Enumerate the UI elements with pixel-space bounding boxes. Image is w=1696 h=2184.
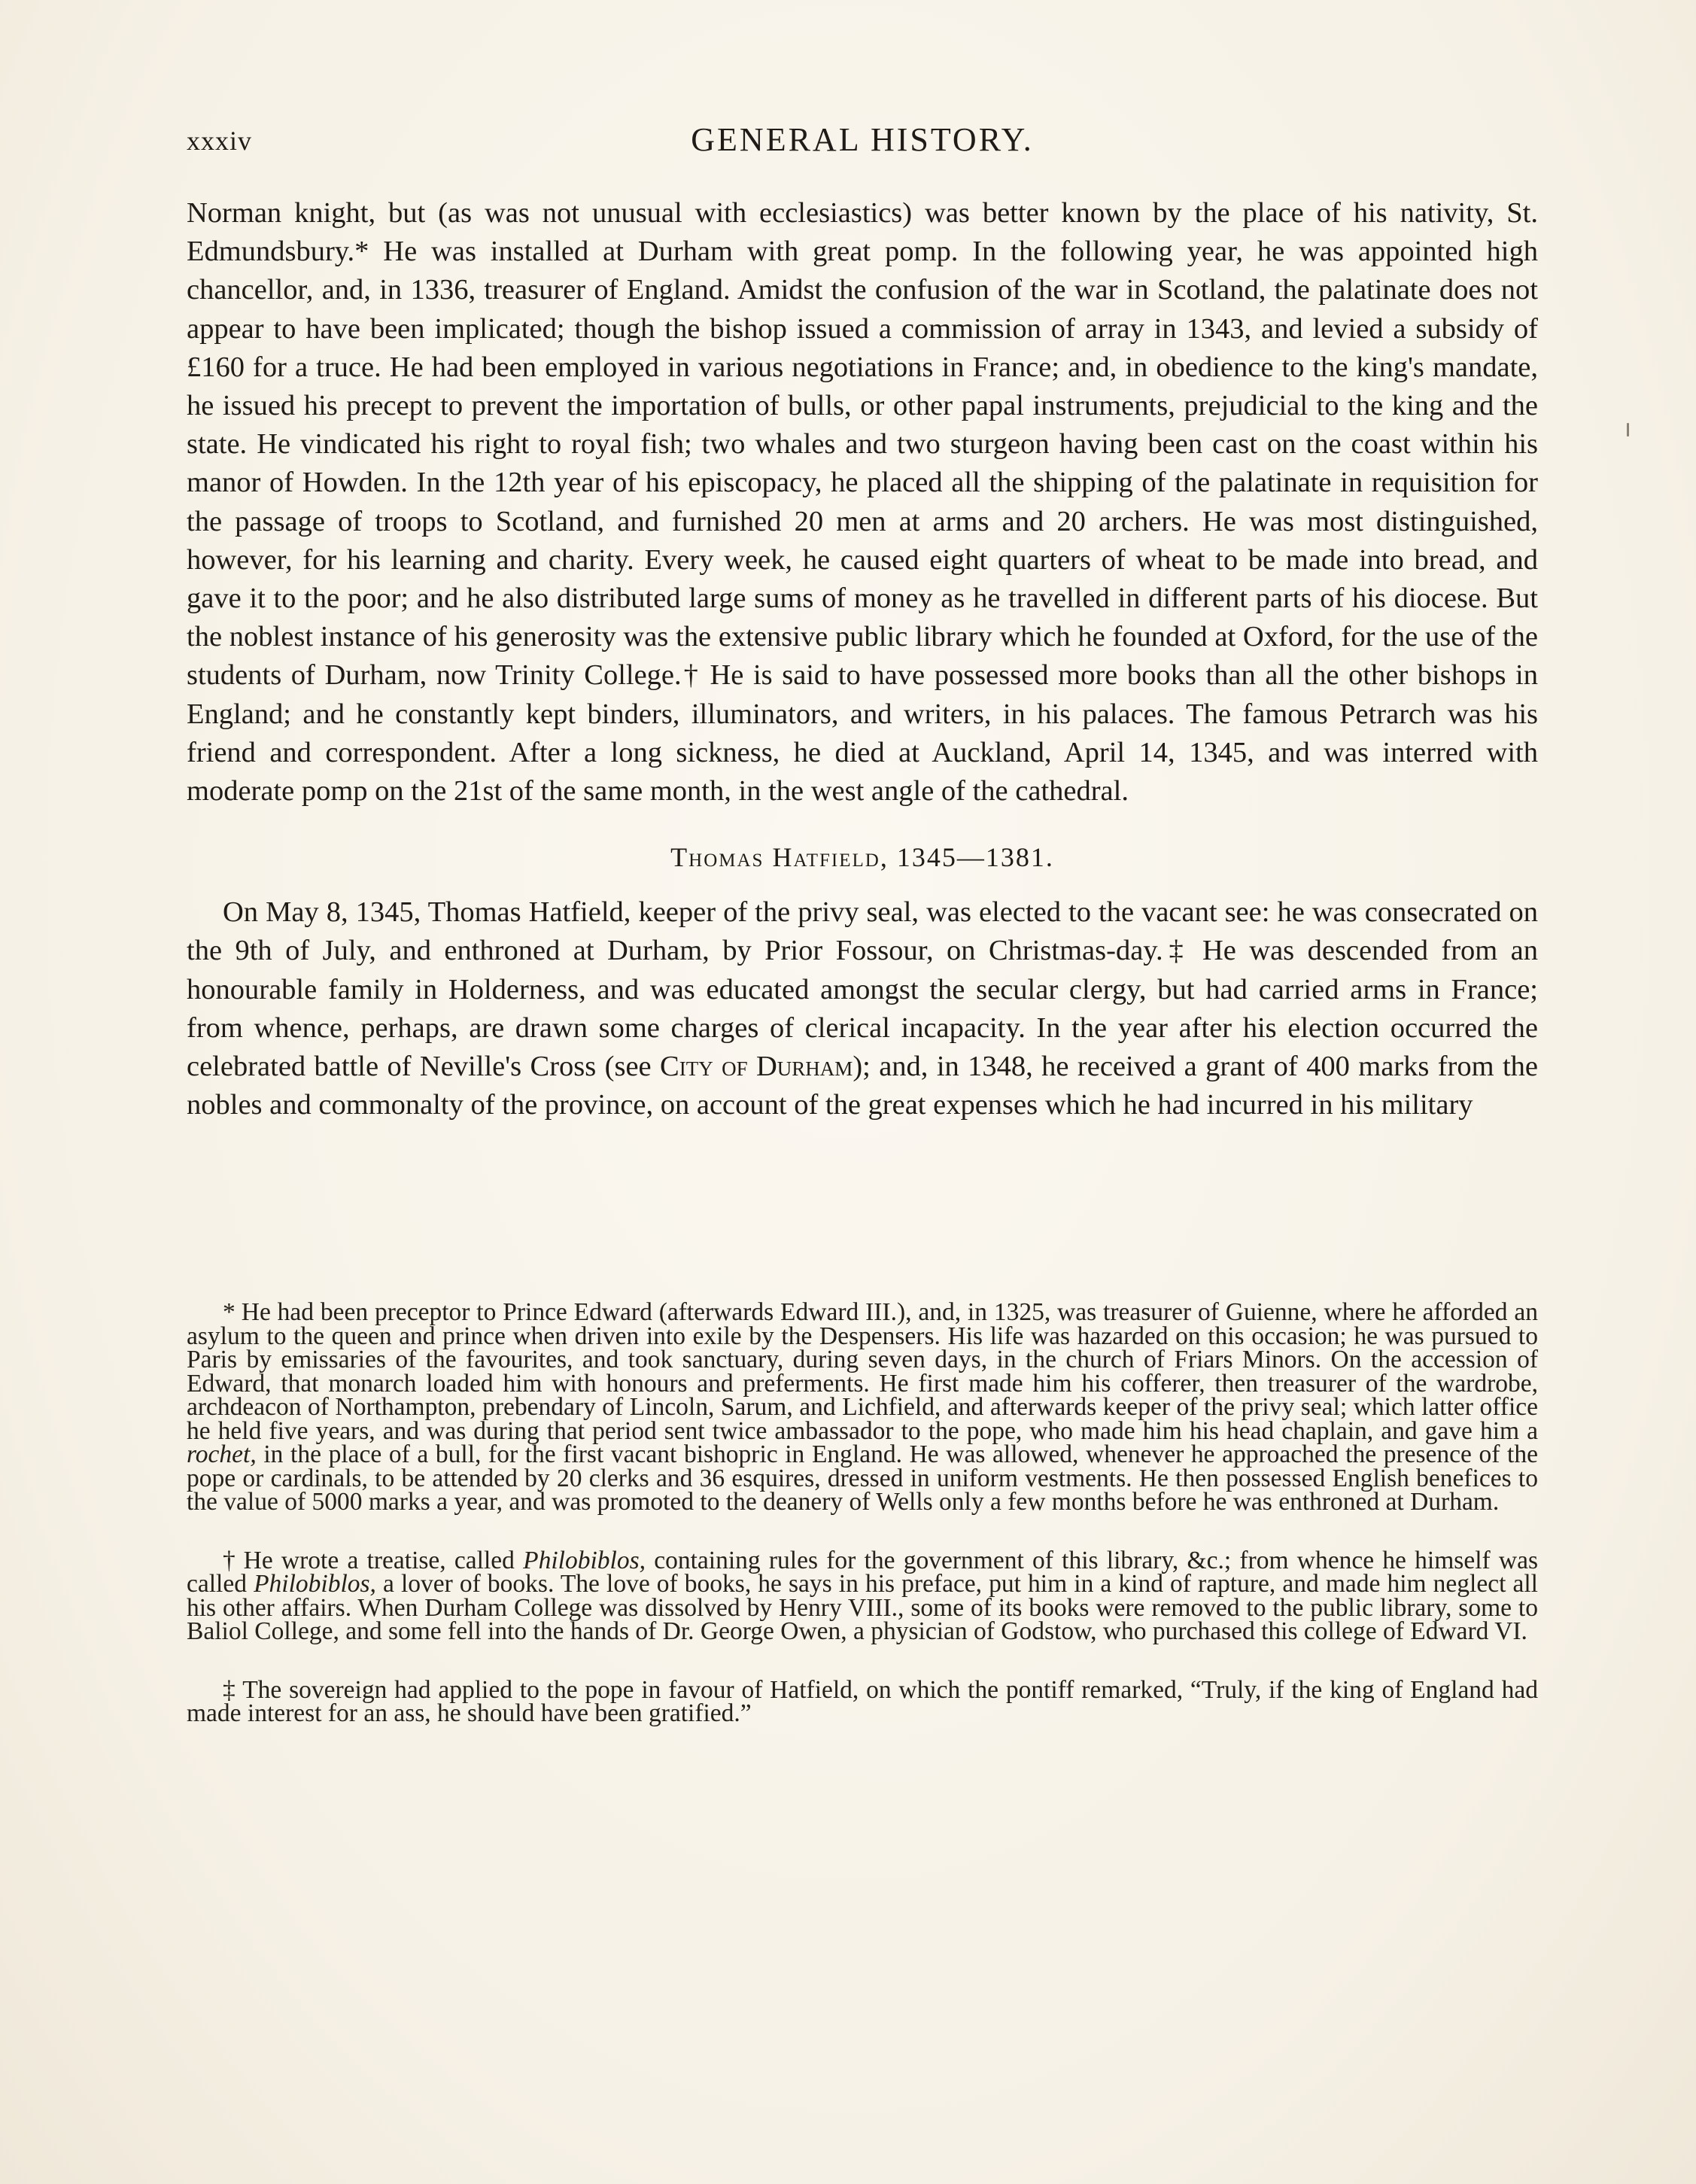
footnote-dagger	[187, 1546, 1538, 1645]
footnote-asterisk-italic: rochet,	[187, 1440, 257, 1468]
footnote-dagger-italic2: Philobiblos,	[254, 1570, 376, 1598]
footnote-asterisk	[187, 1300, 1538, 1514]
footnote-dagger-part1: He wrote a treatise, called	[243, 1546, 524, 1574]
footnote-dagger-part3: a lover of books. The love of books, he says in his preface, put him in a kind of rapture, and made him neglect all his other affairs. When Durham College was dissolved by Henry VIII., some of its books were removed to the public library, some to Baliol College, and some fell into the hands of Dr. George Owen, a physician of Godstow, who purchased this college of Edward VI.	[187, 1570, 1538, 1645]
paragraph-thomas-hatfield	[187, 893, 1538, 1124]
footnote-dagger-italic1: Philobiblos,	[523, 1546, 646, 1574]
footnote-dagger-part2: containing rules for the government of this library, &c.; from whence he himself was called	[187, 1546, 1538, 1598]
footnote-marker-asterisk: *	[223, 1298, 236, 1326]
paragraph-bishop-bury: Norman knight, but (as was not unusual with ecclesiastics) was better known by the place of his nativity, St. Edmundsbury.* He was installed at Durham with great pomp. In the following year, he was appointed high chancellor, and, in 1336, treasurer of England. Amidst the confusion of the war in Scotland, the palatinate does not appear to have been implicated; though the bishop issued a commission of array in 1343, and levied a subsidy of £160 for a truce. He had been employed in various negotiations in France; and, in obedience to the king's mandate, he issued his precept to prevent the importation of bulls, or other papal instruments, prejudicial to the king and the state. He vindicated his right to royal fish; two whales and two sturgeon having been cast on the coast within his manor of Howden. In the 12th year of his episcopacy, he placed all the shipping of the palatinate in requisition for the passage of troops to Scotland, and furnished 20 men at arms and 20 archers. He was most distinguished, however, for his learning and charity. Every week, he caused eight quarters of wheat to be made into bread, and gave it to the poor; and he also distributed large sums of money as he travelled in different parts of his diocese. But the noblest instance of his generosity was the extensive public library which he founded at Oxford, for the use of the students of Durham, now Trinity College.† He is said to have possessed more books than all the other bishops in England; and he constantly kept binders, illuminators, and writers, in his palaces. The famous Petrarch was his friend and correspondent. After a long sickness, he died at Auckland, April 14, 1345, and was interred with moderate pomp on the 21st of the same month, in the west angle of the cathedral.	[187, 197, 1538, 808]
section-heading-thomas-hatfield: Thomas Hatfield, 1345—1381.	[670, 842, 1054, 873]
footnote-marker-double-dagger: ‡	[223, 1675, 237, 1704]
page-header	[187, 120, 1538, 163]
footnote-asterisk-part1: He had been preceptor to Prince Edward (afterwards Edward III.), and, in 1325, was treasurer of Guienne, where he afforded an asylum to the queen and prince when driven into exile by the Despensers. His life was hazarded on this occasion; he was pursued to Paris by emissaries of the favourites, and took sanctuary, during seven days, in the church of Friars Minors. On the accession of Edward, that monarch loaded him with honours and preferments. He first made him his cofferer, then treasurer of the wardrobe, archdeacon of Northampton, prebendary of Lincoln, Sarum, and Lichfield, and afterwards keeper of the privy seal; which latter office he held five years, and was during that period sent twice ambassador to the pope, who made him his head chaplain, and gave him a	[187, 1298, 1538, 1445]
paragraph-hatfield-part2: ); and, in 1348, he received a grant of 400 marks from the nobles and commonalty of the province, on account of the great expenses which he had incurred in his military	[187, 1051, 1538, 1121]
main-text	[187, 194, 1538, 1124]
footnote-asterisk-part2: in the place of a bull, for the first vacant bishopric in England. He was allowed, whenever he approached the presence of the pope or cardinals, to be attended by 20 clerks and 36 esquires, dressed in uniform vestments. He then possessed English benefices to the value of 5000 marks a year, and was promoted to the deanery of Wells only a few months before he was enthroned at Durham.	[187, 1440, 1538, 1516]
running-head: GENERAL HISTORY.	[691, 121, 1034, 158]
footnote-double-dagger-text: The sovereign had applied to the pope in favour of Hatfield, on which the pontiff remarked, “Truly, if the king of England had made interest for an ass, he should have been gratified.”	[187, 1675, 1538, 1727]
page-number: xxxiv	[187, 126, 253, 156]
footnote-double-dagger	[187, 1675, 1538, 1727]
footnotes	[187, 1300, 1538, 1760]
cross-reference-city-of-durham: City of Durham	[660, 1051, 853, 1083]
paper-speck-mark	[1627, 423, 1629, 436]
paragraph-hatfield-part1: On May 8, 1345, Thomas Hatfield, keeper of the privy seal, was elected to the vacant see: he was consecrated on the 9th of July, and enthroned at Durham, by Prior Fossour, on Christmas-day.‡ He was descended from an honourable family in Holderness, and was educated amongst the secular clergy, but had carried arms in France; from whence, perhaps, are drawn some charges of clerical incapacity. In the year after his election occurred the celebrated battle of Neville's Cross (see	[187, 896, 1538, 1083]
footnote-marker-dagger: †	[223, 1546, 238, 1574]
